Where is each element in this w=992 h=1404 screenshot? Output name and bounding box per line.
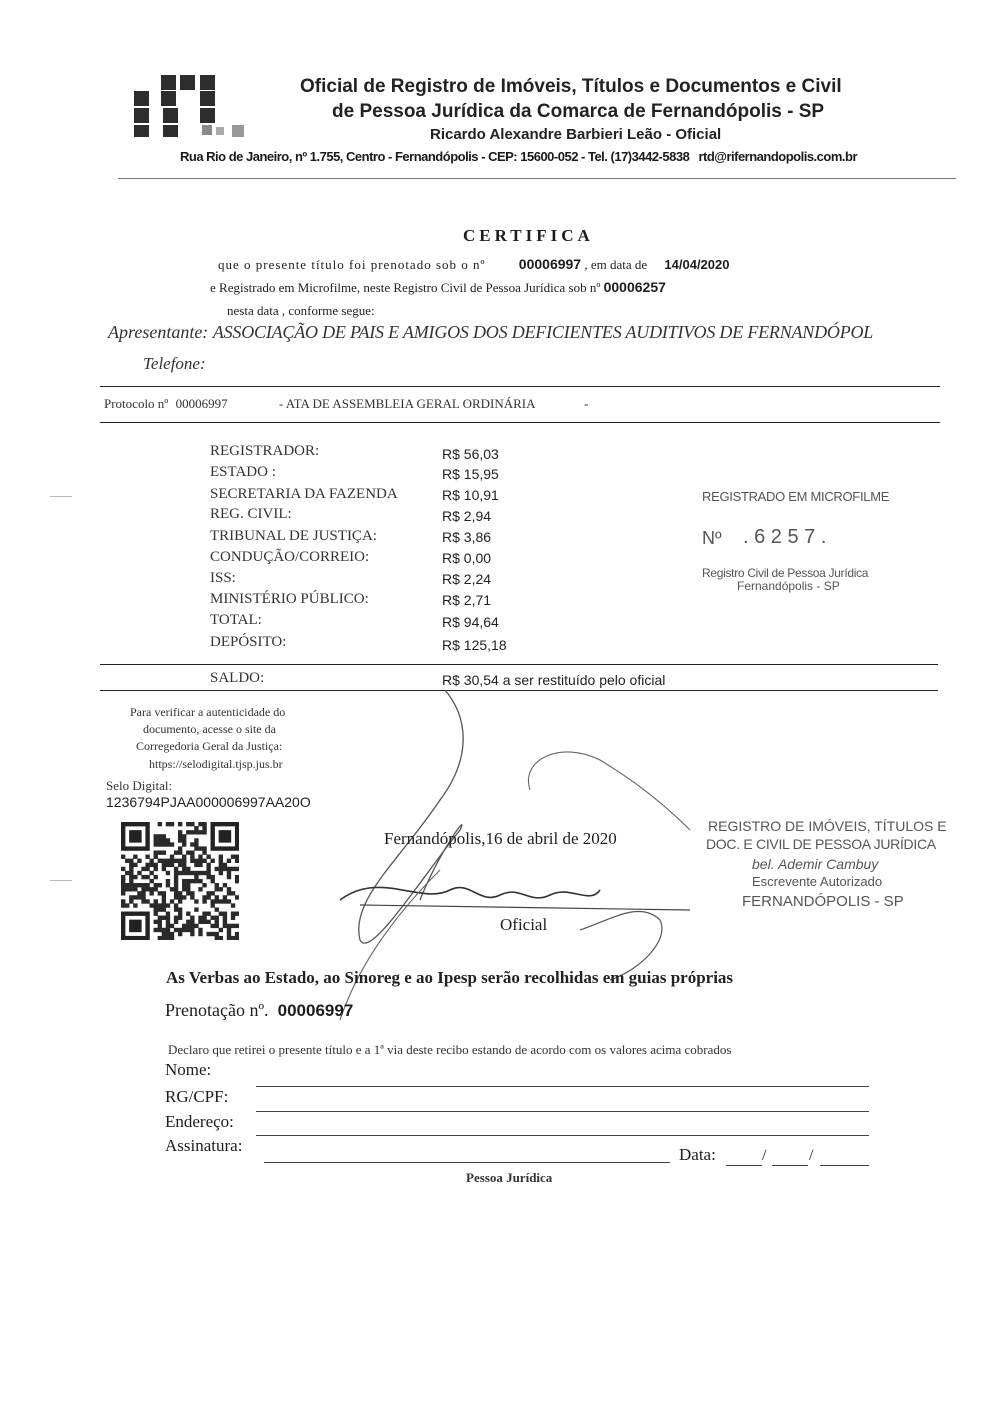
- certifica-title: CERTIFICA: [463, 226, 594, 245]
- protocol-description: - ATA DE ASSEMBLEIA GERAL ORDINÁRIA: [278, 396, 535, 411]
- declaration-text: Declaro que retirei o presente título e a 1ª via deste recibo estando de acordo com os valores acima cobrados: [168, 1042, 732, 1057]
- office-stamp-line-2: DOC. E CIVIL DE PESSOA JURÍDICA: [706, 836, 936, 852]
- fee-value: R$ 2,24: [442, 571, 492, 587]
- header-address-text: Rua Rio de Janeiro, nº 1.755, Centro - Fernandópolis - CEP: 15600-052 - Tel. (17)3442-5838: [180, 149, 690, 164]
- apresentante-label: Apresentante:: [108, 322, 209, 342]
- apresentante-value: ASSOCIAÇÃO DE PAIS E AMIGOS DOS DEFICIENTES AUDITIVOS DE FERNANDÓPOL: [212, 322, 874, 342]
- selo-label: Selo Digital:: [106, 778, 173, 793]
- fee-value: R$ 56,03: [442, 446, 499, 462]
- header-email: rtd@rifernandopolis.com.br: [698, 149, 858, 164]
- data-field-month[interactable]: [772, 1165, 808, 1166]
- fee-value: R$ 2,94: [442, 508, 492, 524]
- fee-value: R$ 0,00: [442, 550, 492, 566]
- fee-label: REGISTRADOR:: [210, 443, 320, 459]
- registry-number: 00006257: [603, 279, 666, 295]
- data-label: Data:: [679, 1145, 716, 1164]
- office-stamp-line-3: bel. Ademir Cambuy: [752, 856, 879, 872]
- fee-label: REG. CIVIL:: [210, 506, 292, 522]
- signature-role: Oficial: [500, 915, 548, 934]
- protocol-label: Protocolo nº: [104, 396, 169, 411]
- fee-value: R$ 125,18: [442, 637, 507, 653]
- microfilm-stamp-title: REGISTRADO EM MICROFILME: [702, 489, 890, 504]
- fee-label: CONDUÇÃO/CORREIO:: [210, 549, 370, 565]
- telefone-label: Telefone:: [143, 354, 206, 373]
- microfilm-number: . 6 2 5 7 .: [743, 526, 827, 548]
- header-office-name: Oficial de Registro de Imóveis, Títulos e Documentos e Civil: [300, 76, 842, 97]
- assinatura-field[interactable]: [264, 1162, 670, 1163]
- endereco-field[interactable]: [256, 1135, 869, 1136]
- certifica-date-text: , em data de: [584, 257, 648, 272]
- saldo-label: SALDO:: [210, 670, 265, 686]
- certifica-date: 14/04/2020: [664, 257, 730, 272]
- nome-field[interactable]: [256, 1086, 869, 1087]
- fee-label: MINISTÉRIO PÚBLICO:: [210, 591, 369, 607]
- endereco-label: Endereço:: [165, 1112, 234, 1131]
- assinatura-label: Assinatura:: [165, 1136, 243, 1155]
- fee-label: DEPÓSITO:: [210, 634, 287, 650]
- data-field-year[interactable]: [820, 1165, 869, 1166]
- selo-code: 1236794PJAA000006997AA20O: [106, 794, 311, 810]
- fee-value: R$ 94,64: [442, 614, 499, 630]
- fee-value: R$ 15,95: [442, 466, 499, 482]
- verification-line-3: Corregedoria Geral da Justiça:: [136, 739, 283, 753]
- fee-label: TRIBUNAL DE JUSTIÇA:: [210, 528, 377, 544]
- header-office-comarca: de Pessoa Jurídica da Comarca de Fernandópolis - SP: [332, 101, 825, 122]
- verification-url: https://selodigital.tjsp.jus.br: [149, 757, 283, 771]
- footer-label: Pessoa Jurídica: [466, 1170, 553, 1185]
- nome-label: Nome:: [165, 1060, 212, 1079]
- prenotacao-number: 00006997: [277, 1001, 354, 1020]
- office-stamp-line-4: Escrevente Autorizado: [752, 874, 883, 889]
- data-field-day[interactable]: [726, 1165, 762, 1166]
- certifica-line-2-text: e Registrado em Microfilme, neste Registro Civil de Pessoa Jurídica sob nº: [210, 280, 601, 295]
- verification-line-2: documento, acesse o site da: [143, 722, 276, 736]
- fee-value: R$ 2,71: [442, 592, 492, 608]
- data-slash-2: /: [809, 1147, 814, 1164]
- punch-mark: [50, 496, 72, 497]
- verification-line-1: Para verificar a autenticidade do: [130, 705, 286, 719]
- data-slash-1: /: [762, 1147, 767, 1164]
- protocol-row-number: 00006997: [175, 396, 228, 411]
- signature-place-date: Fernandópolis,16 de abril de 2020: [384, 829, 617, 848]
- notice-text: As Verbas ao Estado, ao Sinoreg e ao Ipesp serão recolhidas em guias próprias: [166, 968, 734, 987]
- fee-value: R$ 10,91: [442, 487, 499, 503]
- microfilm-number-prefix: Nº: [702, 528, 722, 548]
- certifica-line-1-text: que o presente título foi prenotado sob o nº: [218, 257, 486, 272]
- saldo-value: R$ 30,54 a ser restituído pelo oficial: [442, 672, 666, 688]
- rg-cpf-label: RG/CPF:: [165, 1087, 229, 1106]
- protocol-number: 00006997: [518, 256, 582, 272]
- certifica-line-3: nesta data , conforme segue:: [227, 303, 375, 318]
- rg-cpf-field[interactable]: [256, 1111, 869, 1112]
- punch-mark: [50, 880, 72, 881]
- microfilm-stamp-line-2: Fernandópolis - SP: [737, 579, 840, 593]
- office-stamp-line-5: FERNANDÓPOLIS - SP: [742, 893, 904, 910]
- fee-label: TOTAL:: [210, 612, 262, 628]
- fee-label: ESTADO :: [210, 464, 276, 480]
- header-official-name: Ricardo Alexandre Barbieri Leão - Oficial: [430, 126, 722, 143]
- microfilm-stamp-line-1: Registro Civil de Pessoa Jurídica: [702, 566, 869, 580]
- prenotacao-label: Prenotação nº.: [165, 1000, 269, 1020]
- fee-label: SECRETARIA DA FAZENDA: [210, 486, 398, 502]
- protocol-trailing: -: [584, 396, 589, 411]
- fee-label: ISS:: [210, 570, 236, 586]
- fee-value: R$ 3,86: [442, 529, 492, 545]
- office-stamp-line-1: REGISTRO DE IMÓVEIS, TÍTULOS E: [708, 818, 947, 834]
- prenotacao-row: [165, 1000, 353, 1021]
